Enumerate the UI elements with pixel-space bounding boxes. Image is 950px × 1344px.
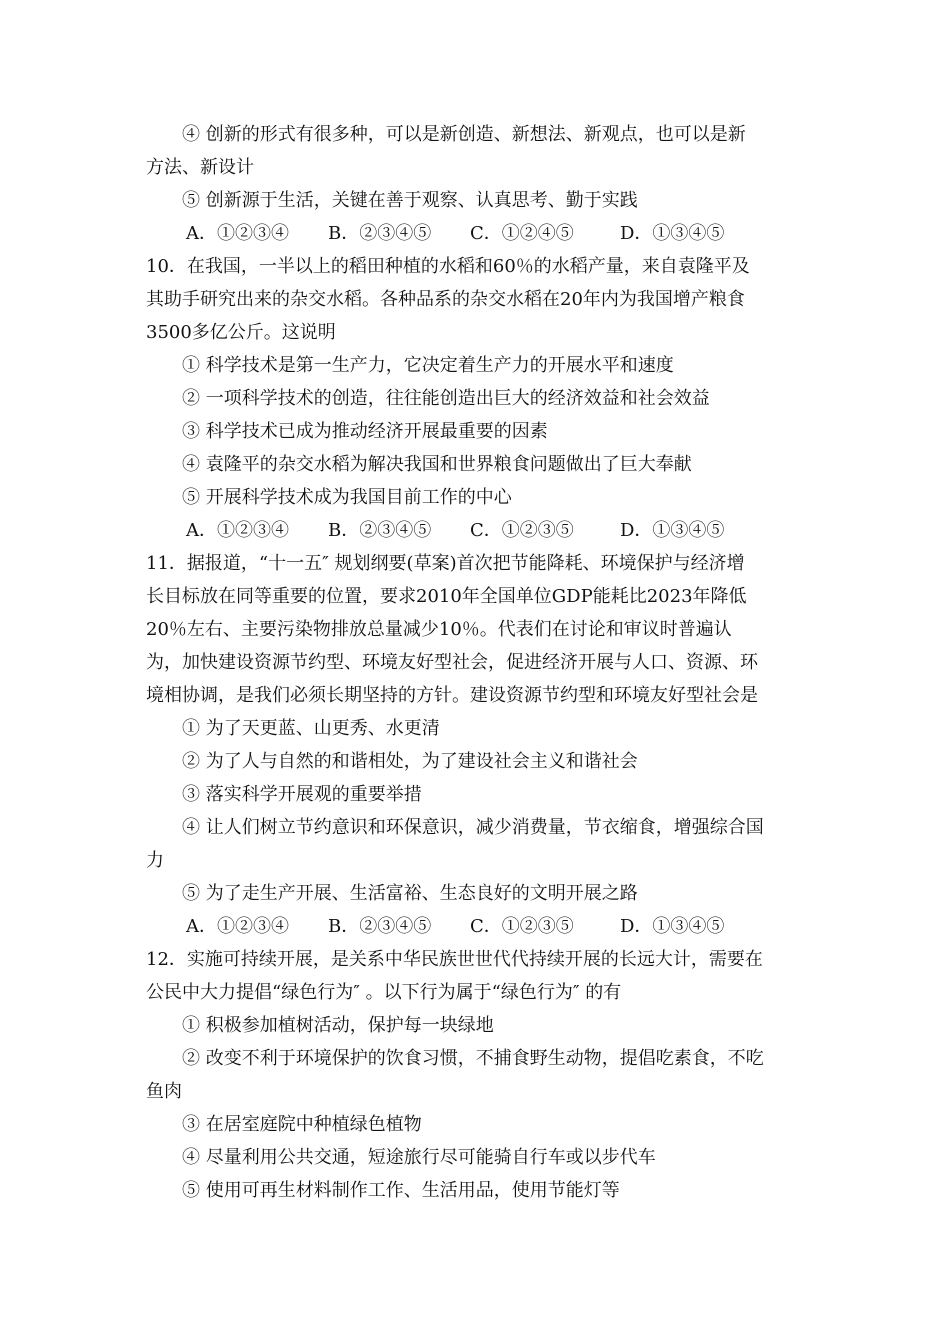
q11-stem-line-3: 20％左右、主要污染物排放总量减少10％。代表们在讨论和审议时普遍认 [146, 619, 732, 640]
q11-stem-line-5: 境相协调，是我们必须长期坚持的方针。建设资源节约型和环境友好型社会是 [146, 685, 758, 706]
q10-item-1: ① 科学技术是第一生产力，它决定着生产力的开展水平和速度 [182, 355, 674, 376]
q12-stem-line-1: 12．实施可持续开展，是关系中华民族世世代代持续开展的长远大计，需要在 [146, 949, 763, 970]
q11-stem-line-4: 为，加快建设资源节约型、环境友好型社会，促进经济开展与人口、资源、环 [146, 652, 758, 673]
page-content [146, 118, 806, 1207]
q11-item-2: ② 为了人与自然的和谐相处，为了建设社会主义和谐社会 [182, 751, 638, 772]
q10-stem-line-2: 其助手研究出来的杂交水稻。各种品系的杂交水稻在20年内为我国增产粮食 [146, 289, 745, 310]
q10-option-c: C．①②③⑤ [470, 520, 574, 541]
q9-options [146, 217, 806, 250]
q10-stem-line-3: 3500多亿公斤。这说明 [146, 322, 336, 343]
q9-option-a: A．①②③④ [186, 223, 289, 244]
q11-item-4-line-2: 力 [146, 850, 164, 871]
q12-stem-line-2: 公民中大力提倡“绿色行为″ 。以下行为属于“绿色行为″ 的有 [146, 982, 622, 1003]
q11-option-d: D．①③④⑤ [620, 916, 725, 937]
q10-options [146, 514, 806, 547]
q9-option-d: D．①③④⑤ [620, 223, 725, 244]
q11-option-a: A．①②③④ [186, 916, 289, 937]
q12-item-4: ④ 尽量利用公共交通，短途旅行尽可能骑自行车或以步代车 [182, 1147, 656, 1168]
q11-stem-line-1: 11．据报道，“十一五″ 规划纲要(草案)首次把节能降耗、环境保护与经济增 [146, 553, 745, 574]
q10-option-b: B．②③④⑤ [328, 520, 432, 541]
q9-item-5: ⑤ 创新源于生活，关键在善于观察、认真思考、勤于实践 [182, 190, 638, 211]
q11-option-b: B．②③④⑤ [328, 916, 432, 937]
q9-item-4-line-1: ④ 创新的形式有很多种，可以是新创造、新想法、新观点，也可以是新 [182, 124, 746, 145]
q10-item-5: ⑤ 开展科学技术成为我国目前工作的中心 [182, 487, 512, 508]
q12-item-3: ③ 在居室庭院中种植绿色植物 [182, 1114, 422, 1135]
q10-item-3: ③ 科学技术已成为推动经济开展最重要的因素 [182, 421, 548, 442]
q12-item-1: ① 积极参加植树活动，保护每一块绿地 [182, 1015, 494, 1036]
q12-item-2-line-1: ② 改变不利于环境保护的饮食习惯，不捕食野生动物，提倡吃素食，不吃 [182, 1048, 764, 1069]
q10-option-a: A．①②③④ [186, 520, 289, 541]
q11-item-4-line-1: ④ 让人们树立节约意识和环保意识，减少消费量，节衣缩食，增强综合国 [182, 817, 764, 838]
q11-item-5: ⑤ 为了走生产开展、生活富裕、生态良好的文明开展之路 [182, 883, 638, 904]
q12-item-2-line-2: 鱼肉 [146, 1081, 182, 1102]
q11-options [146, 910, 806, 943]
q9-option-b: B．②③④⑤ [328, 223, 432, 244]
q10-option-d: D．①③④⑤ [620, 520, 725, 541]
q11-stem-line-2: 长目标放在同等重要的位置，要求2010年全国单位GDP能耗比2023年降低 [146, 586, 747, 607]
q10-stem-line-1: 10．在我国，一半以上的稻田种植的水稻和60％的水稻产量，来自袁隆平及 [146, 256, 750, 277]
q10-item-4: ④ 袁隆平的杂交水稻为解决我国和世界粮食问题做出了巨大奉献 [182, 454, 692, 475]
q10-item-2: ② 一项科学技术的创造，往往能创造出巨大的经济效益和社会效益 [182, 388, 710, 409]
q9-option-c: C．①②④⑤ [470, 223, 574, 244]
q11-option-c: C．①②③⑤ [470, 916, 574, 937]
q9-item-4-line-2: 方法、新设计 [146, 157, 254, 178]
q12-item-5: ⑤ 使用可再生材料制作工作、生活用品，使用节能灯等 [182, 1180, 620, 1201]
q11-item-3: ③ 落实科学开展观的重要举措 [182, 784, 422, 805]
q11-item-1: ① 为了天更蓝、山更秀、水更清 [182, 718, 440, 739]
